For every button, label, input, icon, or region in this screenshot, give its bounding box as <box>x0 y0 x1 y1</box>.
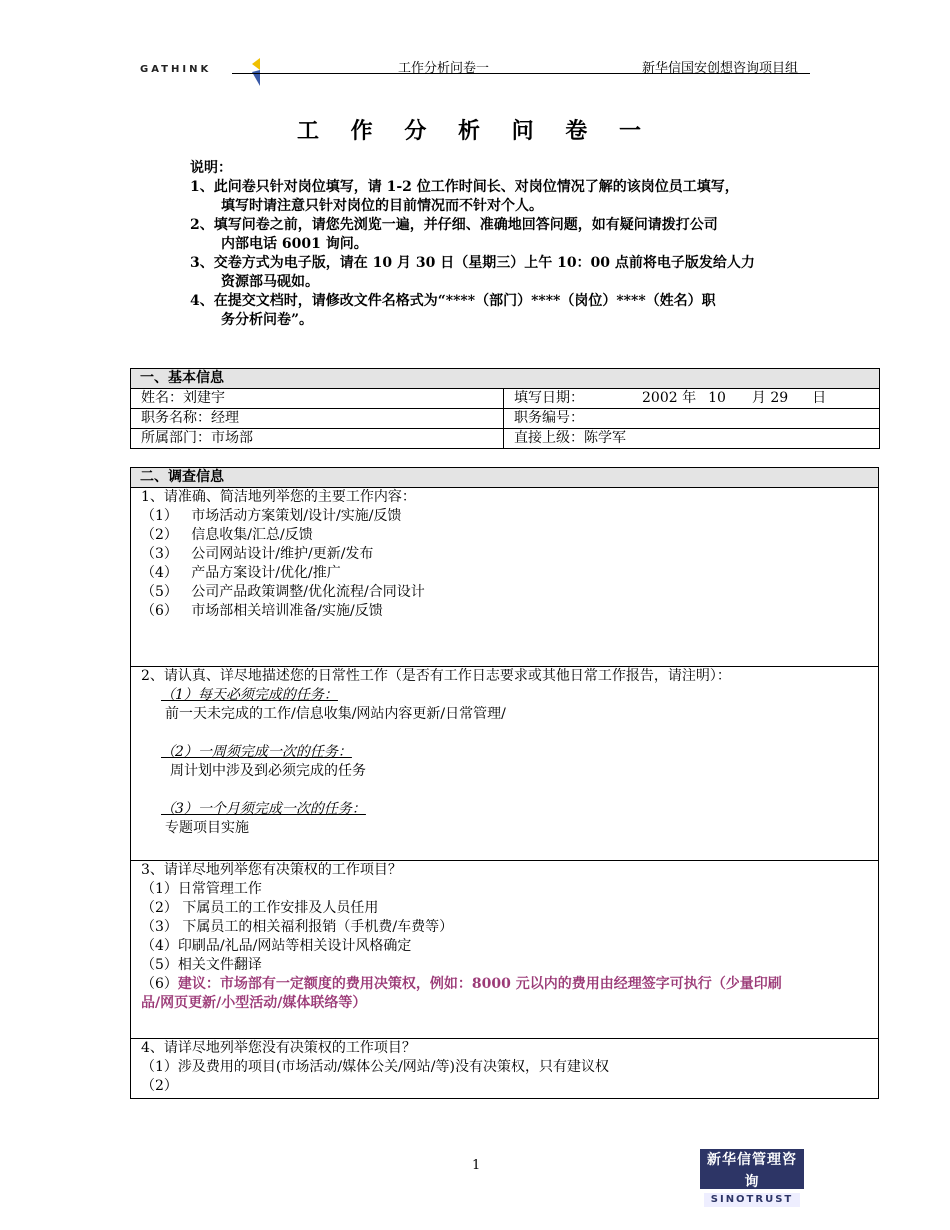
list-item: （1） 市场活动方案策划/设计/实施/反馈 <box>141 508 402 524</box>
instruction-item-1: 1、此问卷只针对岗位填写，请 1-2 位工作时间长、对岗位情况了解的该岗位员工填写， 填写时请注意只针对岗位的目前情况而不针对个人。 <box>190 179 739 214</box>
list-item: （5）相关文件翻译 <box>141 957 262 973</box>
question-1-text: 1、请准确、简洁地列举您的主要工作内容： <box>141 489 416 505</box>
header-doc-title: 工作分析问卷一 <box>398 61 490 76</box>
page-title: 工 作 分 析 问 卷 一 <box>297 118 653 144</box>
position-number-field: 职务编号： <box>504 409 880 429</box>
header-project-group: 新华信国安创想咨询项目组 <box>642 61 799 76</box>
survey-heading: 二、调查信息 <box>131 468 879 488</box>
question-4 <box>131 1039 879 1099</box>
list-item: （2） 下属员工的工作安排及人员任用 <box>141 900 379 916</box>
fill-date-field: 填写日期： 2002 年 10 月 29 日 <box>504 389 880 409</box>
date-month: 10 <box>708 390 726 406</box>
question-3 <box>131 861 879 1039</box>
advice-text: 建议：市场部有一定额度的费用决策权，例如：8000 元以内的费用由经理签字可执行（少量印刷 <box>177 976 782 992</box>
date-year: 2002 年 <box>642 390 697 406</box>
sinotrust-logo: 新华信管理咨询 SINOTRUST <box>700 1149 804 1189</box>
instructions-heading: 说明： <box>190 160 232 176</box>
list-item: （2） 信息收集/汇总/反馈 <box>141 527 313 543</box>
daily-task-label: （1）每天必须完成的任务： <box>161 687 338 703</box>
weekly-task-answer: 周计划中涉及到必须完成的任务 <box>170 763 366 779</box>
list-item-advice: （6）建议：市场部有一定额度的费用决策权，例如：8000 元以内的费用由经理签字可执行（少量印刷 <box>141 976 782 992</box>
gathink-logo-icon <box>250 58 264 86</box>
name-field: 姓名：刘建宇 <box>131 389 504 409</box>
basic-info-table <box>130 368 880 449</box>
monthly-task-answer: 专题项目实施 <box>165 820 249 836</box>
question-4-text: 4、请详尽地列举您没有决策权的工作项目？ <box>141 1040 416 1056</box>
monthly-task-label: （3）一个月须完成一次的任务： <box>161 801 366 817</box>
question-1 <box>131 488 879 667</box>
instruction-item-2: 2、填写问卷之前，请您先浏览一遍，并仔细、准确地回答问题，如有疑问请拨打公司 内部电话 6001 询问。 <box>190 217 718 252</box>
list-item: （2） <box>141 1078 178 1094</box>
list-item: （4） 产品方案设计/优化/推广 <box>141 565 341 581</box>
list-item: （5） 公司产品政策调整/优化流程/合同设计 <box>141 584 425 600</box>
advice-text-cont: 品/网页更新/小型活动/媒体联络等） <box>141 995 367 1011</box>
list-item: （1）日常管理工作 <box>141 881 262 897</box>
page-number: 1 <box>472 1158 481 1173</box>
instruction-item-4: 4、在提交文档时，请修改文件名格式为“****（部门）****（岗位）****（姓名）职 务分析问卷”。 <box>190 293 716 328</box>
question-2 <box>131 667 879 861</box>
instructions <box>190 159 830 330</box>
gathink-logo-text: GATHINK <box>140 64 212 75</box>
list-item: （3） 公司网站设计/维护/更新/发布 <box>141 546 374 562</box>
list-item: （6） 市场部相关培训准备/实施/反馈 <box>141 603 383 619</box>
question-3-text: 3、请详尽地列举您有决策权的工作项目？ <box>141 862 402 878</box>
list-item: （3） 下属员工的相关福利报销（手机费/车费等） <box>141 919 454 935</box>
list-item: （1）涉及费用的项目(市场活动/媒体公关/网站/等)没有决策权，只有建议权 <box>141 1059 609 1075</box>
superior-field: 直接上级：陈学军 <box>504 429 880 449</box>
daily-task-answer: 前一天未完成的工作/信息收集/网站内容更新/日常管理/ <box>165 706 506 722</box>
department-field: 所属部门：市场部 <box>131 429 504 449</box>
instruction-item-3: 3、交卷方式为电子版，请在 10 月 30 日（星期三）上午 10：00 点前将电子版发给人力 资源部马砚如。 <box>190 255 755 290</box>
question-2-text: 2、请认真、详尽地描述您的日常性工作（是否有工作日志要求或其他日常工作报告，请注明）： <box>141 668 731 684</box>
list-item: （4）印刷品/礼品/网站等相关设计风格确定 <box>141 938 412 954</box>
weekly-task-label: （2）一周须完成一次的任务： <box>161 744 352 760</box>
position-field: 职务名称：经理 <box>131 409 504 429</box>
date-day: 月 29 <box>751 390 789 406</box>
survey-table <box>130 467 879 1099</box>
basic-info-heading: 一、基本信息 <box>131 369 880 389</box>
